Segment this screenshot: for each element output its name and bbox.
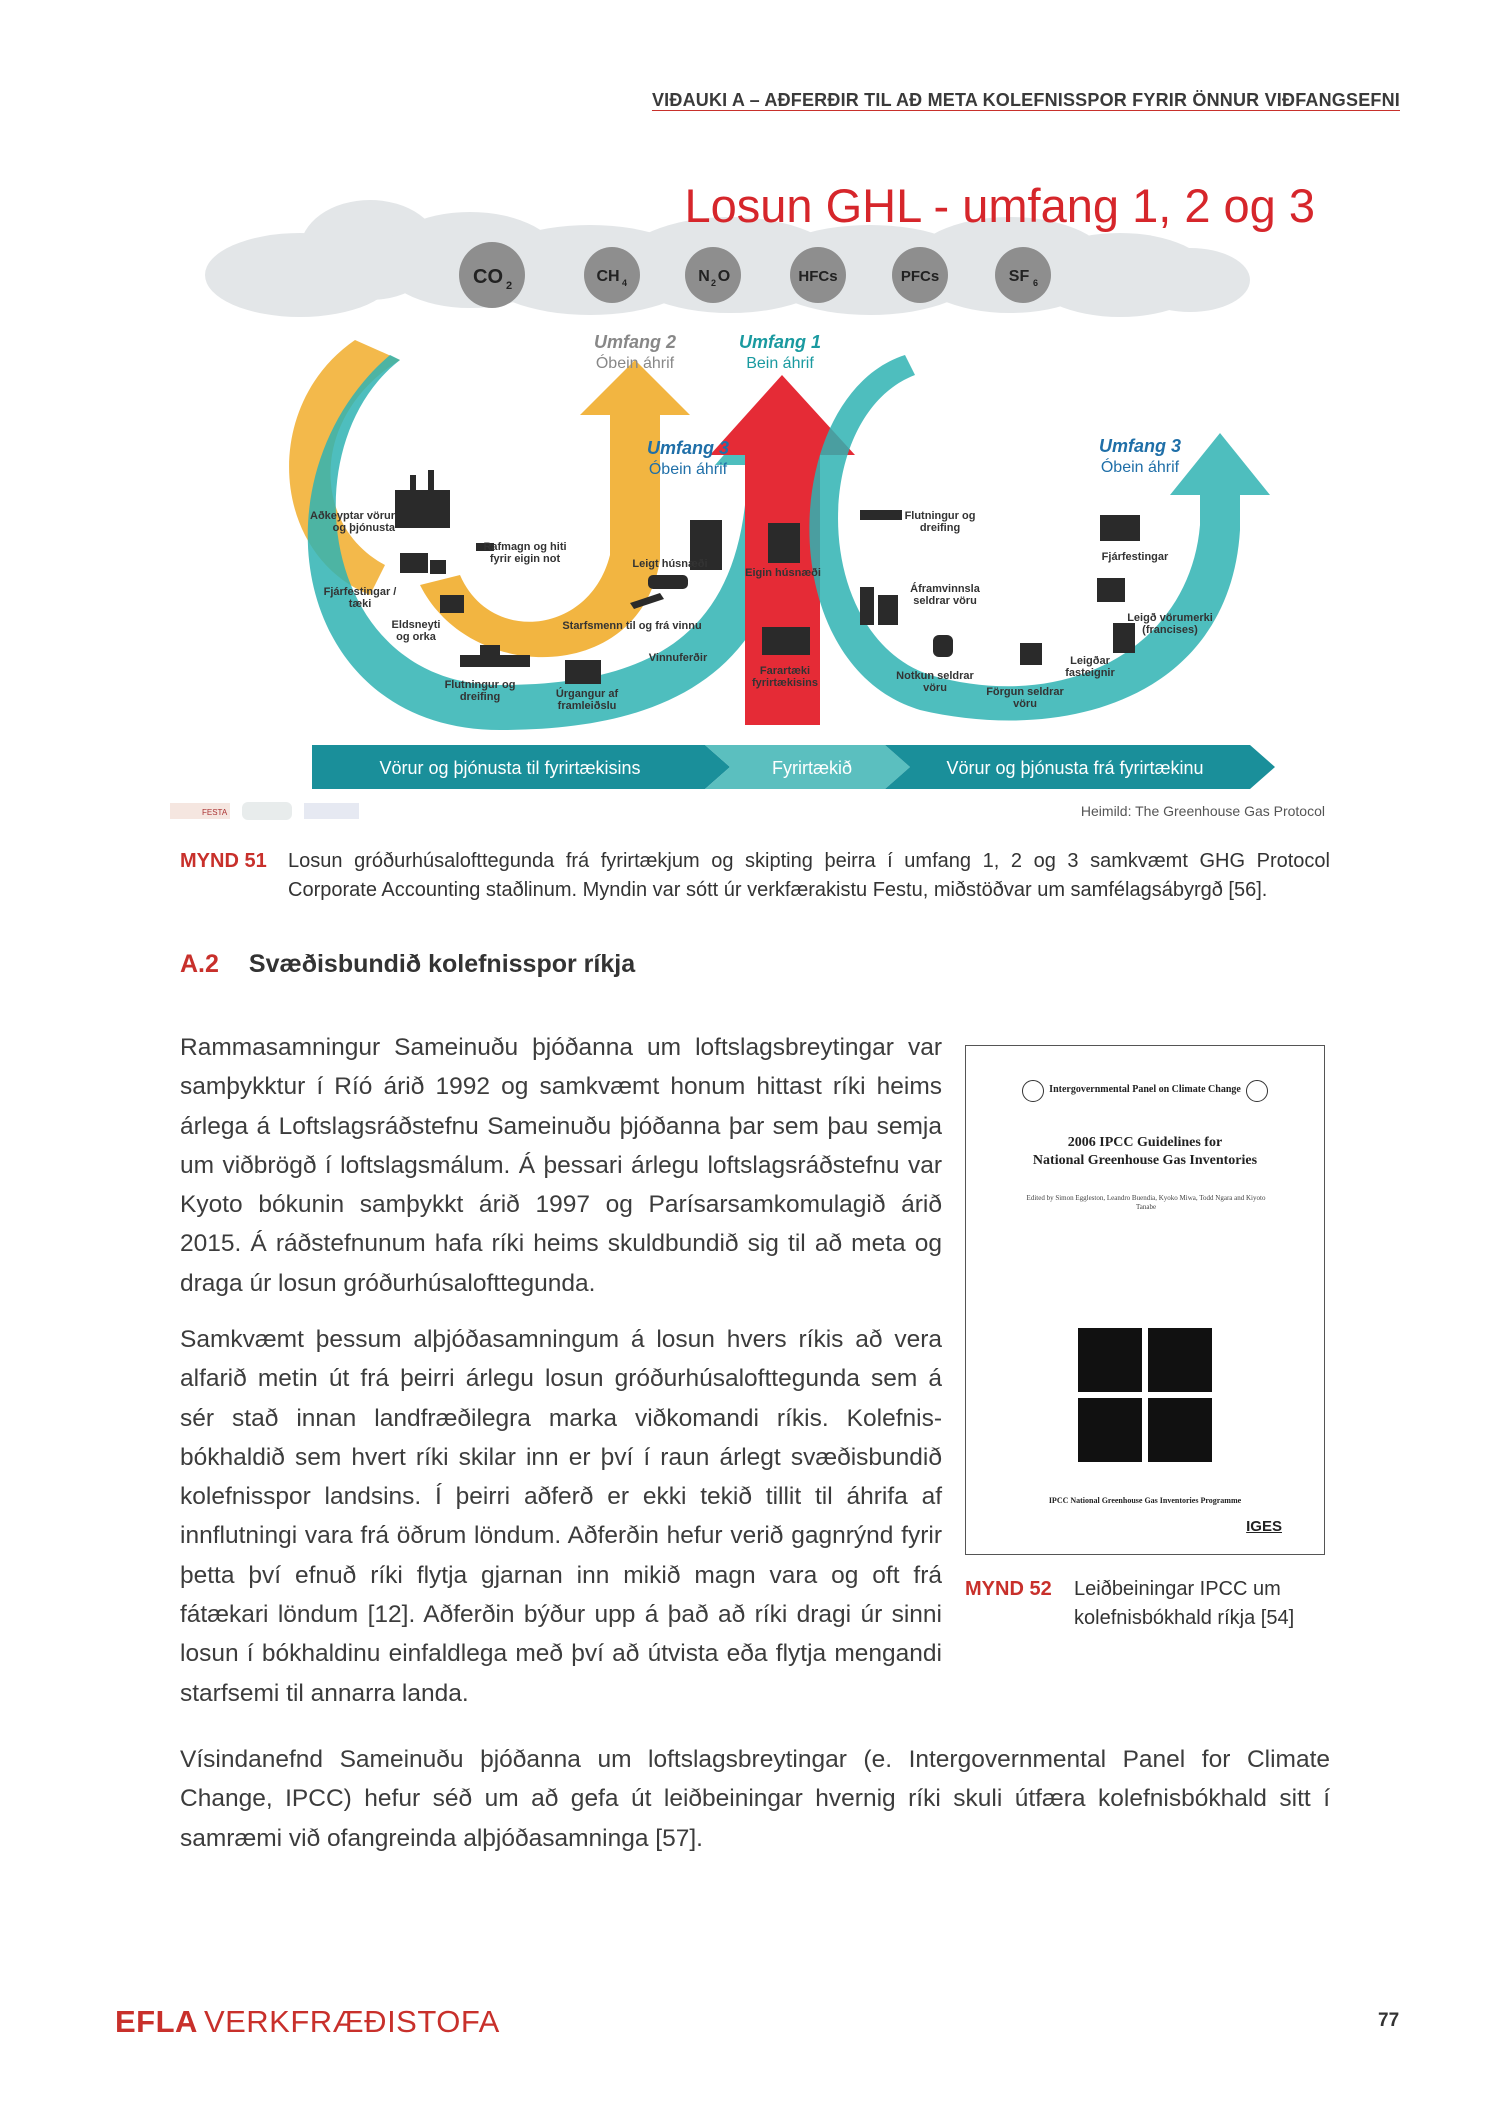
svg-text:Aðkeyptar vörur: Aðkeyptar vörur <box>310 510 395 522</box>
svg-text:framleiðslu: framleiðslu <box>557 700 617 712</box>
caption-text: Leiðbeiningar IPCC um kolefnisbókhald ríkja [54] <box>1074 1578 1295 1629</box>
gas-n2o <box>685 247 741 303</box>
svg-text:Fjárfestingar /: Fjárfestingar / <box>323 586 397 598</box>
svg-text:dreifing: dreifing <box>459 691 501 703</box>
svg-text:2: 2 <box>506 280 513 292</box>
scope3-right-arc <box>809 355 1270 721</box>
gas-sf6 <box>995 247 1051 303</box>
section-heading <box>180 950 635 979</box>
svg-text:Leigt húsnæði: Leigt húsnæði <box>632 558 708 570</box>
footer-sub: VERKFRÆÐISTOFA <box>203 2004 500 2039</box>
section-title: Svæðisbundið kolefnisspor ríkja <box>248 950 636 978</box>
cover-programme: IPCC National Greenhouse Gas Inventories Programme <box>1048 1496 1242 1505</box>
svg-text:HFCs: HFCs <box>798 268 838 285</box>
section-number: A.2 <box>180 950 219 978</box>
paragraph-3: Vísindanefnd Sameinuðu þjóðanna um loftslagsbreytingar (e. Intergovernmental Panel for Climate Change, IPCC) hefur séð um að gefa út leiðbeiningar hvernig ríki skuli útfæra kolefnisbókhald sitt í samræmi við ofangreinda alþjóðasamninga [57]. <box>180 1746 1330 1852</box>
svg-text:Flutningur og: Flutningur og <box>444 679 516 691</box>
svg-text:Umfang 1: Umfang 1 <box>738 332 822 352</box>
svg-text:vöru: vöru <box>1013 698 1037 710</box>
svg-text:Áframvinnsla: Áframvinnsla <box>910 583 980 595</box>
svg-text:Bein áhrif: Bein áhrif <box>746 355 814 372</box>
svg-text:Eigin húsnæði: Eigin húsnæði <box>745 567 821 579</box>
svg-text:FESTA: FESTA <box>202 808 228 817</box>
svg-text:fasteignir: fasteignir <box>1065 667 1115 679</box>
svg-text:Flutningur og: Flutningur og <box>904 510 976 522</box>
bar-company-label: Fyrirtækið <box>772 758 852 778</box>
svg-text:Eldsneyti: Eldsneyti <box>391 619 441 631</box>
svg-text:Fjárfestingar: Fjárfestingar <box>1101 551 1169 563</box>
svg-text:Umfang 3: Umfang 3 <box>646 438 730 458</box>
svg-text:Umfang 3: Umfang 3 <box>1098 436 1182 456</box>
cover-org: Intergovernmental Panel on Climate Change <box>1049 1084 1241 1095</box>
svg-text:og orka: og orka <box>396 631 436 643</box>
gas-hfcs <box>790 247 846 303</box>
svg-text:Úrgangur af: Úrgangur af <box>555 688 619 700</box>
figure-source: Heimild: The Greenhouse Gas Protocol <box>1080 803 1325 819</box>
gas-ch4 <box>584 247 640 303</box>
partner-logos <box>170 802 359 820</box>
ipcc-guidelines-cover <box>965 1045 1325 1555</box>
figure-title: Losun GHL - umfang 1, 2 og 3 <box>684 179 1315 232</box>
svg-text:CH: CH <box>596 268 620 285</box>
page-number: 77 <box>1378 2010 1400 2031</box>
svg-text:Farartæki: Farartæki <box>759 665 811 677</box>
svg-text:2: 2 <box>711 278 717 288</box>
svg-text:N: N <box>698 268 710 285</box>
cover-editors: Edited by Simon Eggleston, Leandro Buendia, Kyoko Miwa, Todd Ngara and Kiyoto Tanabe <box>1026 1194 1266 1211</box>
svg-text:O: O <box>717 268 731 285</box>
svg-text:fyrirtækisins: fyrirtækisins <box>751 677 819 689</box>
gas-co2 <box>459 242 525 308</box>
cover-title: 2006 IPCC Guidelines for National Greenhouse Gas Inventories <box>1032 1135 1258 1168</box>
svg-text:Leigðar: Leigðar <box>1070 655 1110 667</box>
agriculture-icon <box>1078 1398 1142 1462</box>
svg-text:fyrir eigin not: fyrir eigin not <box>489 553 561 565</box>
waste-icon <box>1148 1398 1212 1462</box>
energy-icon <box>1078 1328 1142 1392</box>
svg-text:dreifing: dreifing <box>919 522 961 534</box>
scope-emissions-diagram <box>170 165 1330 830</box>
orange-arc-left <box>289 340 400 595</box>
svg-text:Rafmagn og hiti: Rafmagn og hiti <box>483 541 567 553</box>
svg-text:CO: CO <box>473 266 503 288</box>
svg-text:Óbein áhrif: Óbein áhrif <box>1100 459 1180 476</box>
unep-logo-icon <box>1246 1080 1268 1102</box>
gas-pfcs <box>892 247 948 303</box>
paragraph-1: Rammasamningur Sameinuðu þjóðanna um loftslagsbreytingar var samþykktur í Ríó árið 1992 og samkvæmt honum hittast ríki heims árlega á Loftslagsráðstefnu Sameinuðu þjóðanna þar sem þau semja um viðbrögð í loftslagsmálum. Á þessari árlegu loftslagsráðstefnu var Kyoto bókunin samþykkt árið 1997 og Parísarsamkomulagið árið 2015. Á ráðstefnunum hafa ríki heims skuldbundið sig til að meta og draga úr losun gróðurhúsalofttegunda. <box>180 1034 942 1297</box>
svg-text:Notkun seldrar: Notkun seldrar <box>896 670 974 682</box>
svg-text:4: 4 <box>622 278 628 288</box>
svg-text:Starfsmenn til og frá vinnu: Starfsmenn til og frá vinnu <box>562 620 702 632</box>
caption-label: MYND 51 <box>180 850 267 872</box>
svg-text:seldrar vöru: seldrar vöru <box>913 595 977 607</box>
industry-icon <box>1148 1328 1212 1392</box>
svg-text:PFCs: PFCs <box>900 268 940 285</box>
cover-icon-tiles <box>1078 1328 1212 1462</box>
svg-text:Óbein áhrif: Óbein áhrif <box>595 355 675 372</box>
cover-publisher: IGES <box>1246 1518 1282 1535</box>
footer-brand: EFLA <box>115 2004 198 2039</box>
bar-upstream-label: Vörur og þjónusta til fyrirtækisins <box>379 758 641 778</box>
svg-text:tæki: tæki <box>348 598 372 610</box>
svg-text:Vinnuferðir: Vinnuferðir <box>648 652 708 664</box>
svg-text:Óbein áhrif: Óbein áhrif <box>648 461 728 478</box>
running-header: VIÐAUKI A – AÐFERÐIR TIL AÐ META KOLEFNISSPOR FYRIR ÖNNUR VIÐFANGSEFNI <box>651 90 1400 110</box>
svg-text:Förgun seldrar: Förgun seldrar <box>986 686 1064 698</box>
svg-text:SF: SF <box>1008 268 1030 285</box>
svg-text:vöru: vöru <box>923 682 947 694</box>
caption-label: MYND 52 <box>965 1578 1052 1600</box>
caption-text: Losun gróðurhúsalofttegunda frá fyrirtækjum og skipting þeirra í umfang 1, 2 og 3 samkvæmt GHG Protocol Corporate Accounting staðlinum. Myndin var sótt úr verkfærakistu Festu, miðstöðvar um samfélagsábyrgð [56]. <box>288 850 1330 901</box>
footer-logo <box>115 2004 500 2040</box>
svg-text:og þjónusta: og þjónusta <box>332 522 395 534</box>
svg-text:Leigð vörumerki: Leigð vörumerki <box>1127 612 1213 624</box>
bar-downstream-label: Vörur og þjónusta frá fyrirtækinu <box>946 758 1204 778</box>
svg-text:Umfang 2: Umfang 2 <box>593 332 677 352</box>
svg-text:(francises): (francises) <box>1142 624 1198 636</box>
paragraph-2: Samkvæmt þessum alþjóðasamningum á losun hvers ríkis að vera alfarið metin út frá þeirri árlegu losun gróðurhúsalofttegunda sem á sér stað innan landfræðilegra marka viðkomandi ríkis. Kolefnisbókhaldið sem hvert ríki skilar inn er því í raun árlegt svæðisbundið kolefnisspor landsins. Í þeirri aðferð er ekki tekið tillit til áhrifa af innflutningi vara frá öðrum löndum. Aðferðin hefur verið gagnrýnd fyrir þetta því efnuð ríki flytja gjarnan inn mikið magn vara og oft frá fátækari löndum [12]. Aðferðin býður upp á það að ríki dragi úr sinni losun í bókhaldinu einfaldlega með því að útvista eða flytja mengandi starfsemi til annarra landa. <box>180 1326 942 1707</box>
svg-text:6: 6 <box>1033 278 1039 288</box>
